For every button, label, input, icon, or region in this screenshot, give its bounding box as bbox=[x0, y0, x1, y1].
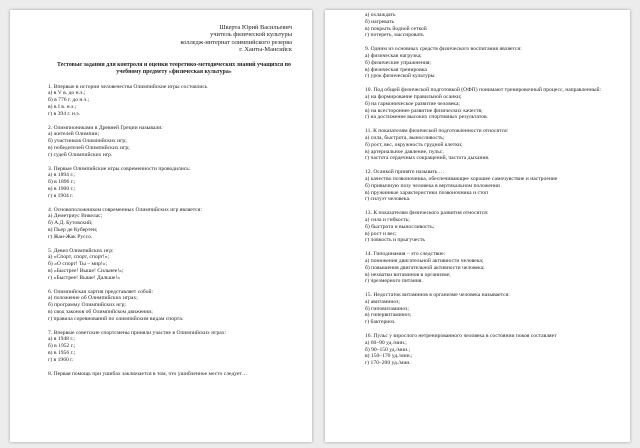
question-block bbox=[48, 84, 300, 118]
answer-option: в) покрыть йодной сеткой bbox=[365, 25, 427, 32]
answer-option: б) «О спорт! Ты – мир!»; bbox=[48, 261, 108, 268]
question-list-left bbox=[48, 84, 300, 378]
question-text: 12. Осанкой принято называть … bbox=[365, 169, 445, 176]
answer-option: в) Пьер де Кубертен; bbox=[48, 226, 98, 233]
answer-option: а) в V в. до н.э.; bbox=[48, 90, 86, 97]
question-block bbox=[48, 371, 300, 378]
question-text: 9. Одним из основных средств физического воспитания является: bbox=[365, 46, 522, 53]
question-text: 16. Пульс у взрослого нетренированного человека в состоянии покоя составляет bbox=[365, 333, 557, 340]
answer-option: б) рост, вес, окружность грудной клетки; bbox=[365, 141, 463, 148]
answer-option: г) бактериоз. bbox=[365, 319, 396, 326]
answer-option: г) в 1904 г. bbox=[48, 192, 74, 199]
answer-option: а) 60–90 уд./мин.; bbox=[365, 339, 407, 346]
question-block bbox=[365, 251, 617, 285]
question-text: 7. Впервые советские спортсмены приняли участие в Олимпийских играх: bbox=[48, 329, 227, 336]
answer-option: б) повышения двигательной активности человека; bbox=[365, 264, 485, 271]
question-block bbox=[365, 169, 617, 203]
document-page-left bbox=[10, 10, 312, 442]
answer-option: в) рост и вес; bbox=[365, 230, 397, 237]
author-header bbox=[48, 24, 300, 54]
answer-option: а) положение об Олимпийских играх; bbox=[48, 295, 138, 302]
question-block bbox=[365, 210, 617, 244]
author-position: учитель физической культуры bbox=[210, 31, 292, 39]
author-city: г. Ханты-Мансийск bbox=[239, 46, 292, 54]
answer-option: в) победителей Олимпийских игр; bbox=[48, 145, 130, 151]
question-block bbox=[48, 166, 300, 200]
document-page-right bbox=[325, 10, 630, 442]
answer-option: а) авитаминоз; bbox=[365, 298, 400, 305]
answer-option: г) в 1960 г. bbox=[48, 356, 74, 363]
answer-option: в) артериальное давление, пульс; bbox=[365, 148, 444, 155]
answer-option: г) чрезмерного питания. bbox=[365, 278, 423, 285]
answer-option: б) на гармоническое развитие человека; bbox=[365, 100, 460, 107]
answer-option: а) Деметриус Викелас; bbox=[48, 213, 103, 220]
answer-option: б) А.Д. Бутовский; bbox=[48, 220, 93, 227]
answer-option: б) участников Олимпийских игр; bbox=[48, 138, 127, 145]
answer-option: б) в 1952 г.; bbox=[48, 343, 76, 350]
answer-option: г) судей Олимпийских игр. bbox=[48, 151, 113, 158]
answer-option: б) гиповитаминоз; bbox=[365, 305, 409, 312]
page-content-left bbox=[48, 24, 300, 384]
answer-option: б) привычную позу человека в вертикальном положении bbox=[365, 182, 500, 189]
answer-option: г) в 394 г. н.э. bbox=[48, 110, 81, 117]
answer-option: в) свод законов об Олимпийском движении; bbox=[48, 308, 153, 315]
answer-option: г) на достижение высоких спортивных результатов. bbox=[365, 114, 489, 121]
answer-option: а) сила и гибкость; bbox=[365, 216, 410, 223]
question-block bbox=[48, 207, 300, 241]
answer-option: г) потереть, массировать bbox=[365, 32, 424, 39]
answer-option: г) 170–200 уд./мин. bbox=[365, 360, 411, 367]
answer-option: а) охлаждать bbox=[365, 12, 396, 18]
question-text: 6. Олимпийская хартия представляет собой: bbox=[48, 288, 154, 295]
question-block bbox=[48, 248, 300, 282]
answer-option: в) на всестороннее развитие физических качеств; bbox=[365, 107, 483, 114]
answer-option: а) на формирование правильной осанки; bbox=[365, 93, 462, 100]
answer-option: г) «Быстрее! Выше! Дальше!» bbox=[48, 274, 121, 281]
answer-option: б) в 776 г. до н.э.; bbox=[48, 97, 90, 104]
answer-option: б) в 1896 г.; bbox=[48, 179, 76, 186]
answer-option: а) в 1948 г.; bbox=[48, 336, 75, 343]
question-text: 15. Недостаток витаминов в организме человека называется: bbox=[365, 292, 510, 299]
document-title: Тестовые задания для контроля и оценки теоретико-методических знаний учащихся по учебному предмету «физическая культура» bbox=[57, 61, 291, 75]
question-block bbox=[365, 87, 617, 121]
question-block bbox=[48, 289, 300, 323]
question-text: 3. Первые Олимпийские игры современности проводились: bbox=[48, 165, 191, 172]
question-list-right bbox=[365, 46, 617, 367]
question-block bbox=[365, 46, 617, 80]
answer-option: в) физическая тренировка bbox=[365, 66, 427, 73]
answer-option: б) 90–150 уд./мин.; bbox=[365, 346, 411, 353]
question-block bbox=[48, 330, 300, 364]
question-text: 10. Под общей физической подготовкой (ОФП) понимают тренировочный процесс, направленный: bbox=[365, 87, 602, 94]
question-text: 8. Первая помощь при ушибах заключается в том, что ушибленное место следует… bbox=[48, 370, 248, 377]
question-text: 1. Впервые в истории человечества Олимпийские игры состоялись bbox=[48, 83, 208, 90]
answer-option: а) качество позвоночника, обеспечивающее хорошее самочувствие и настроение bbox=[365, 175, 558, 182]
answer-option: а) в 1894 г.; bbox=[48, 172, 75, 179]
answer-option: а) понижения двигательной активности человека; bbox=[365, 257, 484, 264]
answer-option: а) сила, быстрота, выносливость; bbox=[365, 134, 445, 141]
answer-option: в) «Быстрее! Выше! Сильнее!»; bbox=[48, 267, 124, 274]
answer-option: в) в 1956 г.; bbox=[48, 349, 76, 356]
answer-option: г) Жан-Жак Руссо. bbox=[48, 233, 93, 240]
question-text: 11. К показателям физической подготовленности относятся: bbox=[365, 128, 509, 135]
question-block bbox=[365, 292, 617, 326]
question-block bbox=[365, 128, 617, 162]
answer-option: в) в 1900 г.; bbox=[48, 185, 76, 192]
page-content-right bbox=[365, 12, 617, 374]
answer-option: а) жителей Олимпии; bbox=[48, 131, 100, 138]
answer-option: г) ловкость и прыгучесть bbox=[365, 237, 425, 244]
answer-option: г) силуэт человека. bbox=[365, 196, 411, 203]
answer-option: в) в I в. н.э.; bbox=[48, 104, 77, 111]
question-text: 13. К показателям физического развития относятся: bbox=[365, 210, 489, 217]
answer-option: б) программу Олимпийских игр; bbox=[48, 302, 126, 309]
question-text: 5. Девиз Олимпийских игр: bbox=[48, 247, 114, 254]
answer-option: г) урок физической культуры bbox=[365, 73, 435, 80]
author-name: Шкерта Юрий Васильевич bbox=[219, 24, 292, 31]
answer-option: в) 150–170 уд./мин.; bbox=[365, 353, 413, 360]
answer-option: б) нагревать bbox=[365, 18, 395, 25]
answer-option: в) гипервитаминоз; bbox=[365, 312, 412, 319]
answer-option: б) быстрота и выносливость; bbox=[365, 223, 435, 230]
question-text: 4. Основоположником современных Олимпийских игр является: bbox=[48, 206, 202, 213]
question-8-options bbox=[365, 12, 617, 39]
answer-option: г) частота сердечных сокращений, частота дыхания. bbox=[365, 155, 490, 162]
answer-option: в) пружинные характеристики позвоночника и стоп bbox=[365, 189, 489, 196]
question-block bbox=[48, 125, 300, 159]
answer-option: а) «Спорт, спорт, спорт!»; bbox=[48, 254, 110, 261]
question-block bbox=[365, 333, 617, 367]
question-text: 2. Олимпиониками в Древней Греции называли: bbox=[48, 124, 163, 131]
answer-option: в) нехватки витаминов в организме; bbox=[365, 271, 451, 278]
answer-option: г) правила соревнований по олимпийским видам спорта. bbox=[48, 315, 184, 322]
question-text: 14. Гиподинамия – это следствие: bbox=[365, 251, 446, 258]
answer-option: б) физические упражнения; bbox=[365, 59, 431, 66]
answer-option: а) физическая нагрузка; bbox=[365, 52, 422, 59]
author-institution: колледж-интернат олимпийского резерва bbox=[180, 38, 292, 46]
